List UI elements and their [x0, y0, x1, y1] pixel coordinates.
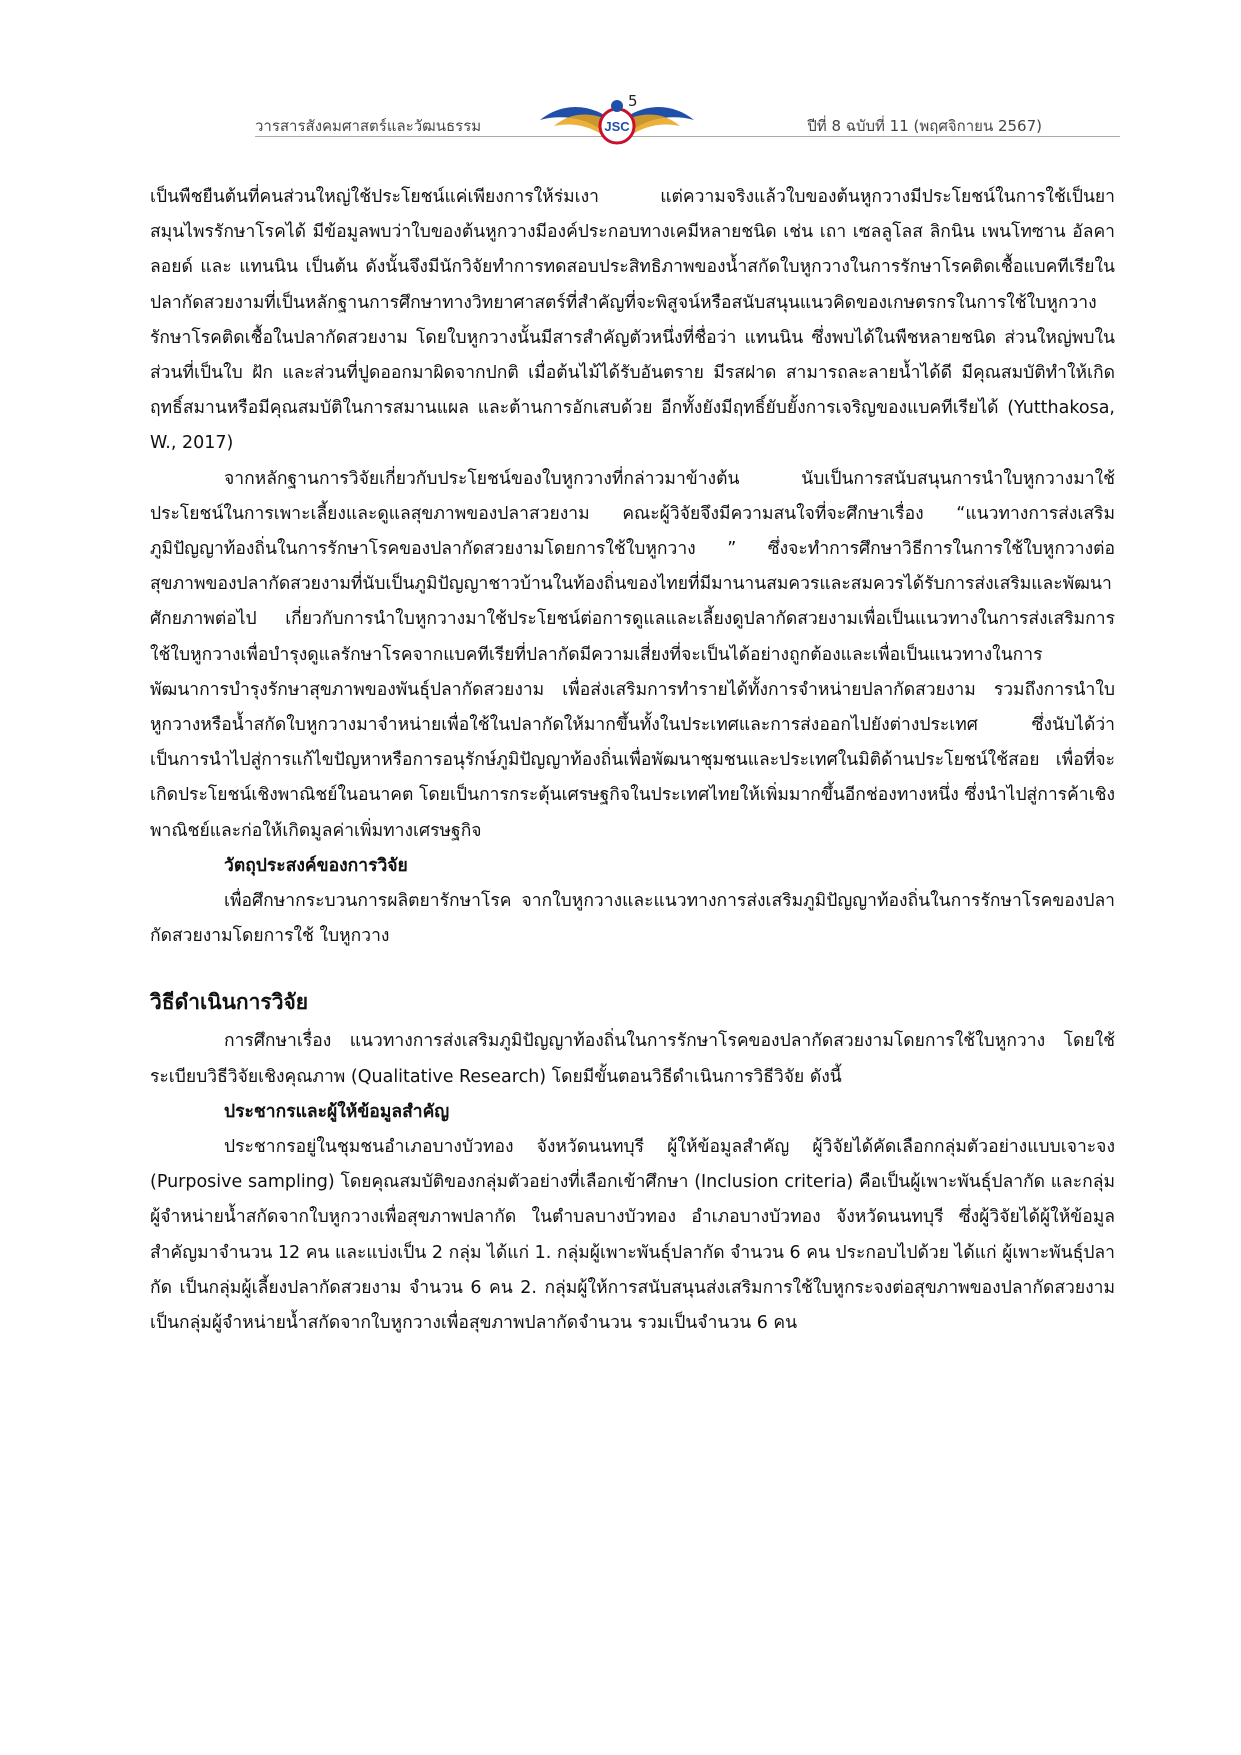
objective-heading: วัตถุประสงค์ของการวิจัย	[224, 855, 408, 876]
population-text: ประชากรอยู่ในชุมชนอำเภอบางบัวทอง จังหวัดนนทบุรี ผู้ให้ข้อมูลสำคัญ ผู้วิจัยได้คัดเลือกกลุ่มตัวอย่างแบบเจาะจง (Purposive sampling) โดยคุณสมบัติของกลุ่มตัวอย่างที่เลือกเข้าศึกษา (Inclusion criteria) คือเป็นผู้เพาะพันธุ์ปลากัด และกลุ่มผู้จำหน่ายน้ำสกัดจากใบหูกวางเพื่อสุขภาพปลากัด ในตำบลบางบัวทอง อำเภอบางบัวทอง จังหวัดนนทบุรี ซึ่งผู้วิจัยได้ผู้ให้ข้อมูลสำคัญมาจำนวน 12 คน และแบ่งเป็น 2 กลุ่ม ได้แก่ 1. กลุ่มผู้เพาะพันธุ์ปลากัด จำนวน 6 คน ประกอบไปด้วย ได้แก่ ผู้เพาะพันธุ์ปลากัด เป็นกลุ่มผู้เลี้ยงปลากัดสวยงาม จำนวน 6 คน 2. กลุ่มผู้ให้การสนับสนุนส่งเสริมการใช้ใบหูกระจงต่อสุขภาพของปลากัดสวยงาม เป็นกลุ่มผู้จำหน่ายน้ำสกัดจากใบหูกวางเพื่อสุขภาพปลากัดจำนวน รวมเป็นจำนวน 6 คน	[150, 1137, 1115, 1334]
method-text: การศึกษาเรื่อง แนวทางการส่งเสริมภูมิปัญญาท้องถิ่นในการรักษาโรคของปลากัดสวยงามโดยการใช้ใบหูกวาง โดยใช้ระเบียบวิธีวิจัยเชิงคุณภาพ (Qualitative Research) โดยมีขั้นตอนวิธีดำเนินการวิธีวิจัย ดังนี้	[150, 1031, 1115, 1087]
issue-info: ปีที่ 8 ฉบับที่ 11 (พฤศจิกายน 2567)	[807, 117, 1042, 135]
article-body	[150, 180, 1115, 1341]
method-heading: วิธีดำเนินการวิจัย	[150, 990, 309, 1015]
population-heading: ประชากรและผู้ให้ข้อมูลสำคัญ	[224, 1101, 450, 1122]
paragraph-tannin: เป็นพืชยืนต้นที่คนส่วนใหญ่ใช้ประโยชน์แค่เพียงการให้ร่มเงา แต่ความจริงแล้วใบของต้นหูกวางมีประโยชน์ในการใช้เป็นยาสมุนไพรรักษาโรคได้ มีข้อมูลพบว่าใบของต้นหูกวางมีองค์ประกอบทางเคมีหลายชนิด เช่น เถา เซลลูโลส ลิกนิน เพนโทซาน อัลคาลอยด์ และ แทนนิน เป็นต้น ดังนั้นจึงมีนักวิจัยทำการทดสอบประสิทธิภาพของน้ำสกัดใบหูกวางในการรักษาโรคติดเชื้อแบคทีเรียในปลากัดสวยงามที่เป็นหลักฐานการศึกษาทางวิทยาศาสตร์ที่สำคัญที่จะพิสูจน์หรือสนับสนุนแนวคิดของเกษตรกรในการใช้ใบหูกวางรักษาโรคติดเชื้อในปลากัดสวยงาม โดยใบหูกวางนั้นมีสารสำคัญตัวหนึ่งที่ชื่อว่า แทนนิน ซึ่งพบได้ในพืชหลายชนิด ส่วนใหญ่พบในส่วนที่เป็นใบ ฝัก และส่วนที่ปูดออกมาผิดจากปกติ เมื่อต้นไม้ได้รับอันตราย มีรสฝาด สามารถละลายน้ำได้ดี มีคุณสมบัติทำให้เกิดฤทธิ์สมานหรือมีคุณสมบัติในการสมานแผล และต้านการอักเสบด้วย อีกทั้งยังมีฤทธิ์ยับยั้งการเจริญของแบคทีเรียได้ (Yutthakosa, W., 2017)	[150, 187, 1115, 454]
journal-logo	[532, 92, 702, 152]
page-number: 5	[628, 92, 638, 110]
paragraph-rationale: จากหลักฐานการวิจัยเกี่ยวกับประโยชน์ของใบหูกวางที่กล่าวมาข้างต้น นับเป็นการสนับสนุนการนำใบหูกวางมาใช้ประโยชน์ในการเพาะเลี้ยงและดูแลสุขภาพของปลาสวยงาม คณะผู้วิจัยจึงมีความสนใจที่จะศึกษาเรื่อง “แนวทางการส่งเสริมภูมิปัญญาท้องถิ่นในการรักษาโรคของปลากัดสวยงามโดยการใช้ใบหูกวาง ” ซึ่งจะทำการศึกษาวิธีการในการใช้ใบหูกวางต่อสุขภาพของปลากัดสวยงามที่นับเป็นภูมิปัญญาชาวบ้านในท้องถิ่นของไทยที่มีมานานสมควรและสมควรได้รับการส่งเสริมและพัฒนาศักยภาพต่อไป เกี่ยวกับการนำใบหูกวางมาใช้ประโยชน์ต่อการดูแลและเลี้ยงดูปลากัดสวยงามเพื่อเป็นแนวทางในการส่งเสริมการใช้ใบหูกวางเพื่อบำรุงดูแลรักษาโรคจากแบคทีเรียที่ปลากัดมีความเสี่ยงที่จะเป็นได้อย่างถูกต้องและเพื่อเป็นแนวทางในการพัฒนาการบำรุงรักษาสุขภาพของพันธุ์ปลากัดสวยงาม เพื่อส่งเสริมการทำรายได้ทั้งการจำหน่ายปลากัดสวยงาม รวมถึงการนำใบหูกวางหรือน้ำสกัดใบหูกวางมาจำหน่ายเพื่อใช้ในปลากัดให้มากขึ้นทั้งในประเทศและการส่งออกไปยังต่างประเทศ ซึ่งนับได้ว่าเป็นการนำไปสู่การแก้ไขปัญหาหรือการอนุรักษ์ภูมิปัญญาท้องถิ่นเพื่อพัฒนาชุมชนและประเทศในมิติด้านประโยชน์ใช้สอย เพื่อที่จะเกิดประโยชน์เชิงพาณิชย์ในอนาคต โดยเป็นการกระตุ้นเศรษฐกิจในประเทศไทยให้เพิ่มมากขึ้นอีกช่องทางหนึ่ง ซึ่งนำไปสู่การค้าเชิงพาณิชย์และก่อให้เกิดมูลค่าเพิ่มทางเศรษฐกิจ	[150, 468, 1115, 841]
journal-name: วารสารสังคมศาสตร์และวัฒนธรรม	[255, 117, 482, 135]
objective-text: เพื่อศึกษากระบวนการผลิตยารักษาโรค จากใบหูกวางและแนวทางการส่งเสริมภูมิปัญญาท้องถิ่นในการรักษาโรคของปลากัดสวยงามโดยการใช้ ใบหูกวาง	[150, 891, 1115, 947]
svg-text:JSC: JSC	[604, 119, 630, 134]
